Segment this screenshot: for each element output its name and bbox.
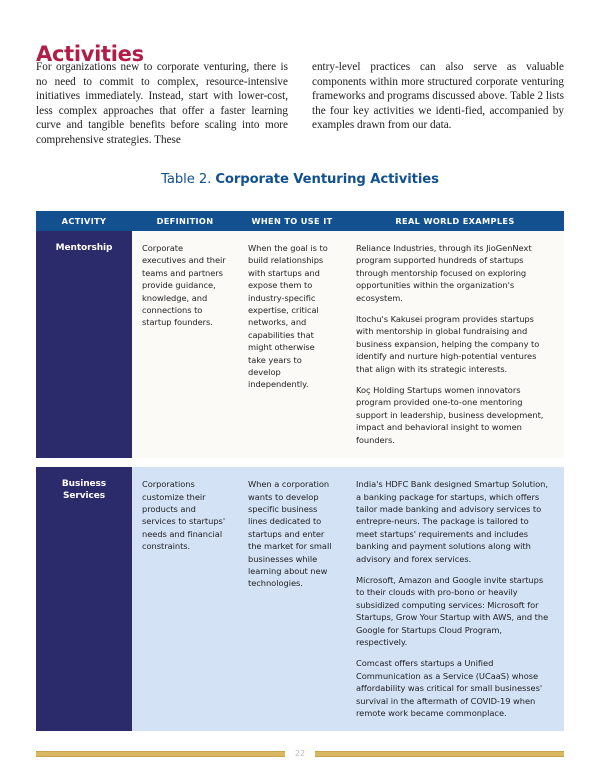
intro-body-text xyxy=(36,60,564,148)
table-row-spacer xyxy=(36,458,564,467)
example-paragraph: Reliance Industries, through its JioGenNext program supported hundreds of startups through mentorship focused on exploring opportunities within the organization's ecosystem. xyxy=(356,243,532,303)
example-paragraph: Comcast offers startups a Unified Communication as a Service (UCaaS) whose affordability was critical for small businesses' survival in the aftermath of COVID-19 when remote work became commonplace. xyxy=(356,658,543,718)
cell-definition: Corporations customize their products and services to startups' needs and financial constraints. xyxy=(132,467,238,731)
intro-paragraph-left: For organizations new to corporate venturing, there is no need to commit to complex, resource-intensive initiatives immediately. Instead, start with lower-cost, less complex approaches that offer a faster learning curve and tangible benefits before scaling into more comprehensive strategies. These xyxy=(36,61,288,146)
table-header-row xyxy=(36,211,564,231)
footer-rule-right xyxy=(315,751,564,757)
cell-definition: Corporate executives and their teams and partners provide guidance, knowledge, and connections to startup founders. xyxy=(132,231,238,458)
column-header-when-to-use-it: WHEN TO USE IT xyxy=(238,211,346,231)
table-body xyxy=(36,231,564,731)
cell-activity-name: Business Services xyxy=(36,467,132,731)
cell-real-world-examples xyxy=(346,231,564,458)
table-row xyxy=(36,231,564,458)
column-header-activity: ACTIVITY xyxy=(36,211,132,231)
page-title: Activities xyxy=(36,42,144,67)
activities-table-container xyxy=(36,211,564,731)
example-paragraph: Microsoft, Amazon and Google invite startups to their clouds with pro-bono or heavily subsidized computing services: Microsoft for Startups, Grow Your Startup with AWS, and the Google for Startups Cloud Program, respectively. xyxy=(356,574,549,647)
page-footer xyxy=(36,749,564,758)
table-row-spacer-cell xyxy=(36,458,564,467)
activities-table xyxy=(36,211,564,731)
cell-activity-name: Mentorship xyxy=(36,231,132,458)
table-caption-title: Corporate Venturing Activities xyxy=(215,172,439,187)
table-row xyxy=(36,467,564,731)
footer-rule-left xyxy=(36,751,285,757)
cell-when-to-use-it: When the goal is to build relationships with startups and expose them to industry-specific expertise, critical networks, and capabilities that might otherwise take years to develop independently. xyxy=(238,231,346,458)
table-caption-label: Table 2. xyxy=(161,172,212,187)
column-header-real-world-examples: REAL WORLD EXAMPLES xyxy=(346,211,564,231)
table-header xyxy=(36,211,564,231)
example-paragraph: Koç Holding Startups women innovators program provided one-to-one mentoring support in leadership, business development, impact and behavioral insight to women founders. xyxy=(356,385,544,445)
column-header-definition: DEFINITION xyxy=(132,211,238,231)
cell-real-world-examples xyxy=(346,467,564,731)
example-paragraph: Itochu's Kakusei program provides startups with mentorship in global fundraising and business expansion, helping the company to identify and nurture high-potential ventures that align with its strategic interests. xyxy=(356,314,540,374)
page-number: 22 xyxy=(294,749,306,758)
example-paragraph: India's HDFC Bank designed Smartup Solution, a banking package for startups, which offers tailor made banking and advisory services to entrepre-neurs. The package is tailored to meet startups' requirements and includes banking and payment solutions along with advisory and forex services. xyxy=(356,479,548,564)
table-caption xyxy=(0,172,600,187)
cell-when-to-use-it: When a corporation wants to develop specific business lines dedicated to startups and enter the market for small businesses while learning about new technologies. xyxy=(238,467,346,731)
intro-paragraph-right: entry-level practices can also serve as valuable components within more structured corporate venturing frameworks and programs discussed above. Table 2 lists the four key activities we identi-fied, accompanied by examples drawn from our data. xyxy=(312,61,564,132)
